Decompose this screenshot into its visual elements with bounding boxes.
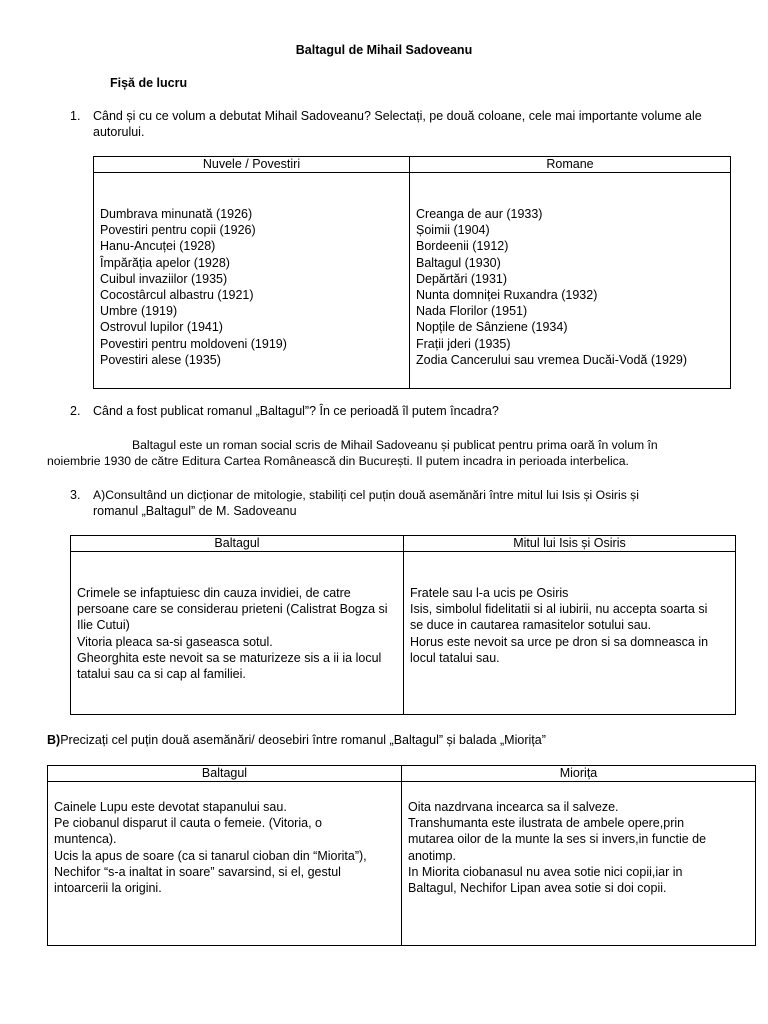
cell-line: Pe ciobanul disparut il cauta o femeie. (Vitoria, o [54, 816, 322, 831]
cell-line: Crimele se infaptuiesc din cauza invidiei, de catre [77, 586, 351, 600]
cell-line: tatalui sau ca si cap al familiei. [77, 667, 246, 682]
cell-line: persoane care se considerau prieteni (Calistrat Bogza si [77, 602, 388, 617]
list-item: Împărăția apelor (1928) [100, 255, 230, 270]
cell-line: se duce in cautarea ramasitelor sotului sau. [410, 618, 652, 633]
cell-line: intoarcerii la origini. [54, 881, 162, 896]
question-3-number: 3. [70, 488, 81, 502]
list-item: Povestiri pentru moldoveni (1919) [100, 336, 287, 351]
baltagul-header: Baltagul [71, 536, 404, 552]
cell-line: Baltagul, Nechifor Lipan avea sotie si doi copii. [408, 881, 667, 896]
cell-line: mutarea oilor de la munte la ses si invers,in functie de [408, 832, 707, 847]
question-2-answer-line-2: noiembrie 1930 de către Editura Cartea Românească din București. Il putem incadra in perioada interbelica. [47, 454, 629, 468]
cell-line: Transhumanta este ilustrata de ambele opere,prin [408, 816, 685, 831]
list-item: Nopțile de Sânziene (1934) [416, 320, 568, 335]
list-item: Baltagul (1930) [416, 255, 501, 270]
page-title: Baltagul de Mihail Sadoveanu [295, 43, 473, 57]
list-item: Creanga de aur (1933) [416, 207, 543, 221]
romane-header: Romane [410, 157, 731, 173]
cell-line: Vitoria pleaca sa-si gaseasca sotul. [77, 634, 273, 649]
list-item: Nada Florilor (1951) [416, 304, 528, 319]
isis-osiris-table [70, 535, 736, 715]
cell-line: Isis, simbolul fidelitatii si al iubirii, nu accepta soarta si [410, 602, 708, 617]
miorita-cell [402, 782, 756, 946]
question-1-text: Când și cu ce volum a debutat Mihail Sadoveanu? Selectați, pe două coloane, cele mai importante volume ale autorului. [93, 109, 702, 140]
question-3-line-2: romanul „Baltagul” de M. Sadoveanu [93, 504, 297, 518]
question-b [47, 732, 546, 748]
baltagul-header: Baltagul [48, 766, 402, 782]
miorita-table [47, 765, 756, 946]
miorita-header: Miorița [402, 766, 756, 782]
cell-line: Nechifor “s-a inaltat in soare” savarsind, si el, gestul [54, 864, 341, 879]
question-b-prefix: B) [47, 733, 61, 747]
nuvele-cell [94, 173, 410, 389]
isis-osiris-header: Mitul lui Isis și Osiris [404, 536, 736, 552]
list-item: Ostrovul lupilor (1941) [100, 320, 223, 335]
list-item: Povestiri alese (1935) [100, 352, 221, 367]
worksheet-subtitle: Fișă de lucru [110, 76, 188, 90]
list-item: Povestiri pentru copii (1926) [100, 223, 256, 238]
list-item: Depărtări (1931) [416, 271, 508, 286]
baltagul-cell [48, 782, 402, 946]
cell-line: Ilie Cutui) [77, 618, 130, 633]
cell-line: Horus este nevoit sa urce pe dron si sa domneasca in [410, 634, 709, 649]
cell-line: Gheorghita este nevoit sa se maturizeze sis a ii ia locul [77, 650, 382, 665]
cell-line: Ucis la apus de soare (ca si tanarul cioban din “Miorita”), [54, 848, 367, 863]
list-item: Zodia Cancerului sau vremea Ducăi-Vodă (1929) [416, 352, 687, 367]
list-item: Umbre (1919) [100, 304, 178, 319]
list-item: Frații jderi (1935) [416, 336, 511, 351]
cell-line: Cainele Lupu este devotat stapanului sau. [54, 800, 287, 814]
list-item: Cocostârcul albastru (1921) [100, 288, 254, 303]
cell-line: locul tatalui sau. [410, 650, 500, 665]
cell-line: muntenca). [54, 832, 117, 847]
question-3-line-1: A)Consultând un dicționar de mitologie, stabiliți cel puțin două asemănări între mitul lui Isis și Osiris și [93, 488, 639, 502]
list-item: Cuibul invaziilor (1935) [100, 271, 228, 286]
cell-line: Fratele sau l-a ucis pe Osiris [410, 586, 569, 600]
list-item: Șoimii (1904) [416, 223, 490, 238]
cell-line: Oita nazdrvana incearca sa il salveze. [408, 800, 619, 814]
volumes-table [93, 156, 731, 389]
romane-cell [410, 173, 731, 389]
question-b-text: Precizați cel puțin două asemănări/ deosebiri între romanul „Baltagul” și balada „Miorița” [60, 733, 546, 747]
cell-line: anotimp. [408, 848, 456, 863]
baltagul-cell [71, 552, 404, 715]
list-item: Nunta domniței Ruxandra (1932) [416, 288, 598, 303]
isis-osiris-cell [404, 552, 736, 715]
question-2-answer-line-1: Baltagul este un roman social scris de Mihail Sadoveanu și publicat pentru prima oară în volum în [132, 438, 658, 452]
list-item: Bordeenii (1912) [416, 239, 509, 254]
list-item: Dumbrava minunată (1926) [100, 207, 253, 221]
nuvele-header: Nuvele / Povestiri [94, 157, 410, 173]
list-item: Hanu-Ancuței (1928) [100, 239, 216, 254]
cell-line: In Miorita ciobanasul nu avea sotie nici copii,iar in [408, 864, 683, 879]
question-2-text: Când a fost publicat romanul „Baltagul”? În ce perioadă îl putem încadra? [93, 404, 499, 418]
question-2-number: 2. [70, 404, 81, 418]
question-1-number: 1. [70, 109, 81, 123]
